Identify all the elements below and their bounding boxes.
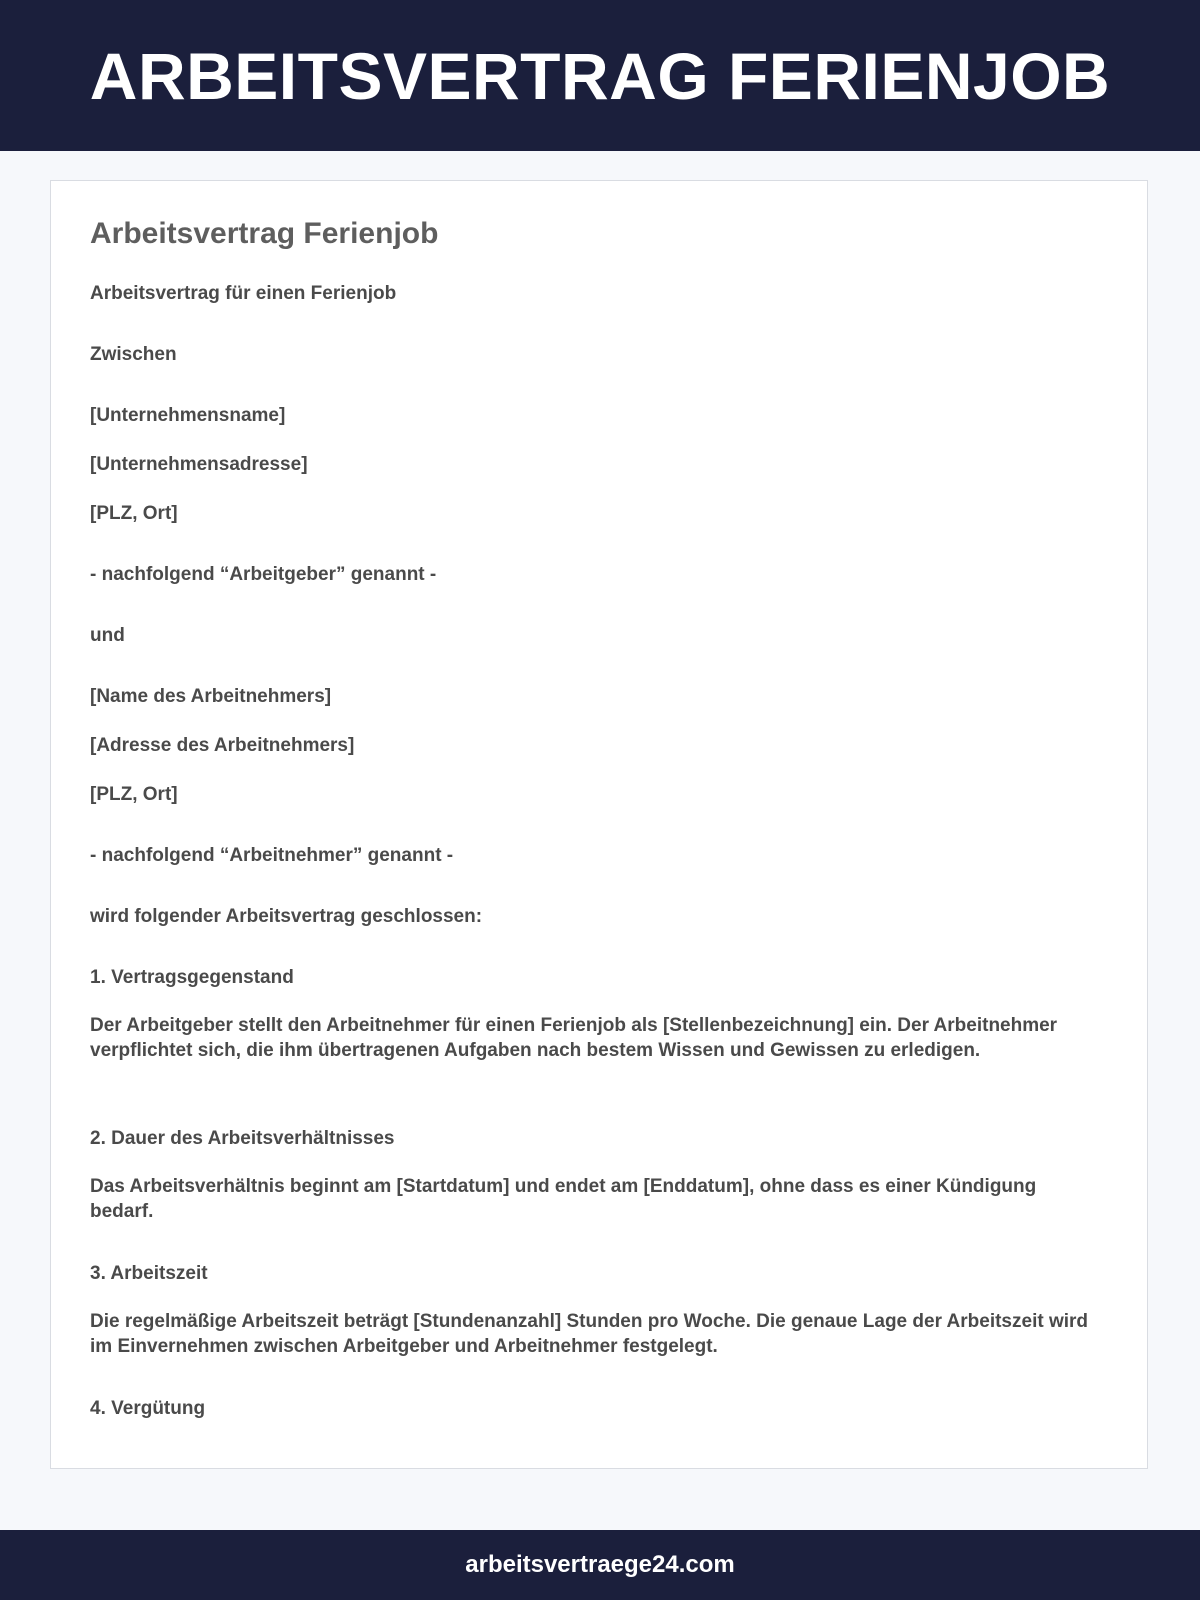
section-text: Die regelmäßige Arbeitszeit beträgt [Stundenanzahl] Stunden pro Woche. Die genaue Lage der Arbeitszeit wird im Einvernehmen zwischen Arbeitgeber und Arbeitnehmer festgelegt. [90,1311,1089,1357]
section-text: Der Arbeitgeber stellt den Arbeitnehmer für einen Ferienjob als [Stellenbezeichnung] ein. Der Arbeitnehmer verpflichtet sich, die ihm übertragenen Aufgaben nach bestem Wissen und Gewissen zu erledigen. [90,1015,1058,1061]
employer-address-placeholder: [Unternehmensadresse] [90,454,308,475]
between-label: Zwischen [90,344,177,365]
employee-address-placeholder: [Adresse des Arbeitnehmers] [90,735,355,756]
employer-city-placeholder: [PLZ, Ort] [90,503,178,524]
section-text: Das Arbeitsverhältnis beginnt am [Startdatum] und endet am [Enddatum], ohne dass es einer Kündigung bedarf. [90,1176,1037,1222]
employee-name-placeholder: [Name des Arbeitnehmers] [90,686,332,707]
employee-city-placeholder: [PLZ, Ort] [90,784,178,805]
section-heading: 2. Dauer des Arbeitsverhältnisses [90,1128,395,1149]
banner-title: ARBEITSVERTRAG FERIENJOB [89,38,1111,113]
document-title: Arbeitsvertrag Ferienjob [90,217,439,250]
header-banner [0,0,1200,151]
section-heading: 1. Vertragsgegenstand [90,967,294,988]
document-card [50,180,1148,1469]
section-heading: 3. Arbeitszeit [90,1263,208,1284]
contract-subtitle: Arbeitsvertrag für einen Ferienjob [90,283,397,304]
and-label: und [90,625,125,646]
footer-site-link[interactable]: arbeitsvertraege24.com [465,1551,735,1578]
employer-designation: - nachfolgend “Arbeitgeber” genannt - [90,564,437,585]
employee-designation: - nachfolgend “Arbeitnehmer” genannt - [90,845,454,866]
contract-intro: wird folgender Arbeitsvertrag geschlossen: [90,906,483,927]
section-heading: 4. Vergütung [90,1398,206,1419]
footer-bar [0,1530,1200,1600]
employer-name-placeholder: [Unternehmensname] [90,405,286,426]
